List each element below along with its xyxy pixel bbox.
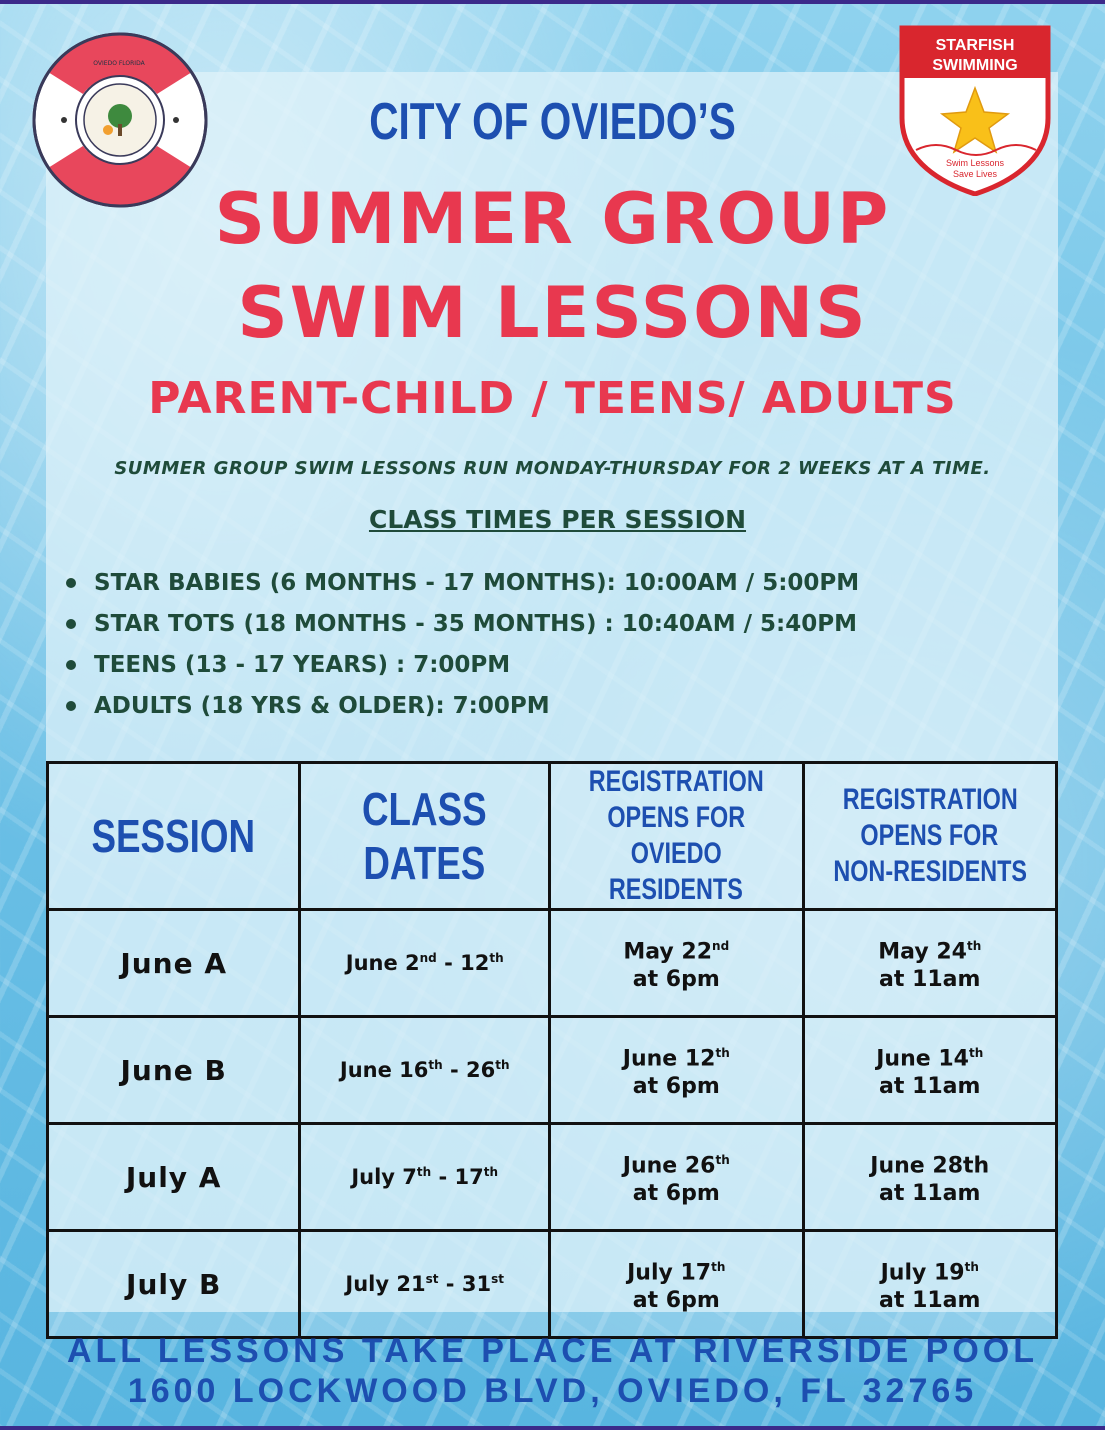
title-line1: SUMMER GROUP: [214, 178, 891, 260]
bullet-icon: [66, 701, 76, 711]
header-session-label: SESSION: [91, 810, 256, 862]
location-address: 1600 LOCKWOOD BLVD, OVIEDO, FL 32765: [127, 1372, 978, 1410]
date-start-suffix: th: [428, 1058, 443, 1072]
title-line2: SWIM LESSONS: [237, 272, 868, 354]
session-cell: July B: [48, 1231, 300, 1338]
date-start: July 7: [351, 1165, 417, 1189]
nonresident-reg-cell: [803, 1017, 1057, 1124]
table-row: [48, 1017, 1057, 1124]
reg-date: May 24: [878, 939, 967, 965]
list-item: [64, 566, 859, 607]
list-item: [64, 689, 859, 730]
session-table: [46, 761, 1058, 1339]
reg-date: July 17: [627, 1260, 712, 1286]
date-end: - 12: [436, 951, 490, 975]
header-resident-registration: [550, 763, 803, 910]
bullet-icon: [66, 660, 76, 670]
session-cell: June A: [48, 910, 300, 1017]
date-end-suffix: st: [491, 1272, 504, 1286]
nonresident-reg-cell: [803, 1124, 1057, 1231]
subtitle: PARENT-CHILD / TEENS/ ADULTS: [148, 373, 957, 424]
seal-text: OVIEDO FLORIDA: [93, 60, 145, 67]
date-start: June 16: [339, 1058, 429, 1082]
city-heading: CITY OF OVIEDO’S: [369, 93, 736, 151]
date-end: - 26: [442, 1058, 496, 1082]
resident-reg-cell: [550, 1231, 803, 1338]
reg-date-suffix: th: [715, 1152, 730, 1167]
class-times-title: CLASS TIMES PER SESSION: [368, 505, 747, 534]
table-row: [48, 910, 1057, 1017]
header-class-dates: [300, 763, 550, 910]
reg-date: June 14: [876, 1046, 969, 1072]
header-res-line1: REGISTRATION: [588, 765, 764, 798]
nonresident-reg-cell: [803, 910, 1057, 1017]
brand-line1: STARFISH: [935, 37, 1015, 54]
reg-date-suffix: nd: [712, 938, 730, 953]
header-non-line2: OPENS FOR: [860, 819, 999, 852]
date-start-suffix: st: [425, 1272, 439, 1286]
date-end-suffix: th: [483, 1165, 499, 1179]
date-start: July 21: [345, 1272, 426, 1296]
bullet-icon: [66, 578, 76, 588]
reg-date-suffix: th: [964, 1259, 979, 1274]
brand-line2: SWIMMING: [932, 57, 1018, 74]
header-session: [48, 763, 300, 910]
reg-time: at 11am: [879, 1181, 981, 1207]
tagline1: Swim Lessons: [945, 158, 1005, 168]
session-cell: July A: [48, 1124, 300, 1231]
header-non-line1: REGISTRATION: [842, 783, 1018, 816]
date-start: June 2: [345, 951, 420, 975]
header-res-line2: OPENS FOR OVIEDO: [607, 801, 746, 870]
date-end-suffix: th: [489, 951, 504, 965]
header-non-line3: NON-RESIDENTS: [832, 855, 1027, 888]
top-border: [0, 0, 1105, 4]
class-dates-cell: [300, 910, 550, 1017]
reg-date-suffix: th: [711, 1259, 726, 1274]
date-start-suffix: nd: [419, 951, 437, 965]
nonresident-reg-cell: [803, 1231, 1057, 1338]
table-header-row: [48, 763, 1057, 910]
header-nonresident-registration: [803, 763, 1057, 910]
table-row: [48, 1231, 1057, 1338]
reg-time: at 6pm: [632, 1074, 720, 1100]
date-end: - 17: [431, 1165, 484, 1189]
reg-date: July 19: [880, 1260, 965, 1286]
resident-reg-cell: [550, 1017, 803, 1124]
reg-date-suffix: th: [966, 938, 982, 953]
reg-date: May 22: [623, 939, 713, 965]
bullet-icon: [66, 619, 76, 629]
class-dates-cell: [300, 1124, 550, 1231]
resident-reg-cell: [550, 1124, 803, 1231]
date-start-suffix: th: [416, 1165, 432, 1179]
bottom-border: [0, 1426, 1105, 1430]
session-cell: June B: [48, 1017, 300, 1124]
date-end-suffix: th: [495, 1058, 510, 1072]
header-res-line3: RESIDENTS: [609, 873, 744, 906]
reg-time: at 11am: [879, 1288, 981, 1314]
class-time-text: TEENS (13 - 17 YEARS) : 7:00PM: [94, 652, 511, 678]
class-time-text: ADULTS (18 YRS & OLDER): 7:00PM: [94, 693, 550, 719]
reg-time: at 6pm: [632, 967, 720, 993]
resident-reg-cell: [550, 910, 803, 1017]
class-times-list: [64, 566, 859, 730]
date-end: - 31: [438, 1272, 492, 1296]
reg-time: at 6pm: [632, 1181, 720, 1207]
reg-date-suffix: th: [715, 1045, 730, 1060]
list-item: [64, 607, 859, 648]
table-row: [48, 1124, 1057, 1231]
class-time-text: STAR TOTS (18 MONTHS - 35 MONTHS) : 10:40AM / 5:40PM: [94, 611, 857, 637]
header-class-dates-label: CLASS DATES: [362, 783, 488, 889]
tagline2: Save Lives: [952, 169, 998, 179]
location-line1: ALL LESSONS TAKE PLACE AT RIVERSIDE POOL: [66, 1332, 1039, 1370]
reg-date-suffix: th: [968, 1045, 984, 1060]
reg-time: at 11am: [879, 1074, 981, 1100]
list-item: [64, 648, 859, 689]
reg-time: at 6pm: [632, 1288, 720, 1314]
reg-time: at 11am: [879, 967, 981, 993]
class-dates-cell: [300, 1017, 550, 1124]
intro-text: SUMMER GROUP SWIM LESSONS RUN MONDAY-THURSDAY FOR 2 WEEKS AT A TIME.: [114, 458, 991, 479]
reg-date: June 28th: [870, 1153, 990, 1179]
reg-date: June 12: [622, 1046, 716, 1072]
class-time-text: STAR BABIES (6 MONTHS - 17 MONTHS): 10:00AM / 5:00PM: [94, 570, 860, 596]
class-dates-cell: [300, 1231, 550, 1338]
reg-date: June 26: [622, 1153, 716, 1179]
